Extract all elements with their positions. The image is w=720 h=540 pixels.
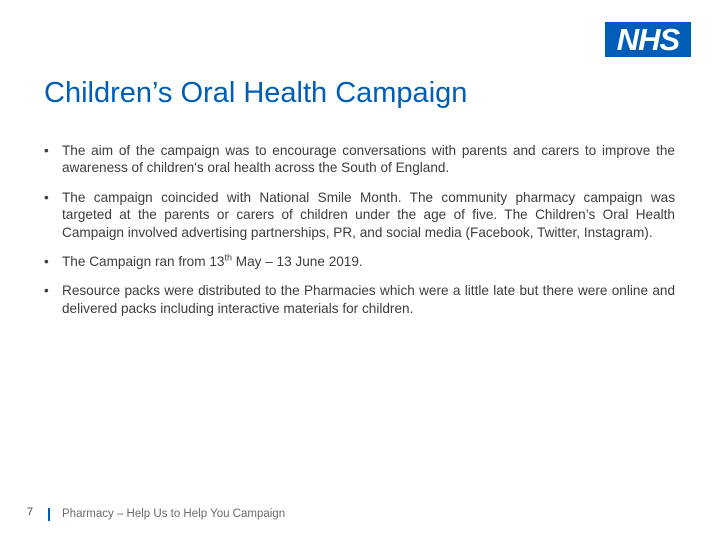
ordinal-suffix: th <box>224 252 232 263</box>
footer-divider <box>48 508 50 521</box>
bullet-item: • The campaign coincided with National Smile Month. The community pharmacy campaign was targeted at the parents or carers of children under the age of five. The Children’s Oral Health Campaign involved advertising partnerships, PR, and social media (Facebook, Twitter, Instagram). <box>44 189 675 241</box>
bullet-list <box>44 142 675 329</box>
nhs-logo: NHS <box>605 22 691 57</box>
footer-caption: Pharmacy – Help Us to Help You Campaign <box>62 508 286 520</box>
slide-footer <box>0 504 720 524</box>
bullet-text-start: The Campaign ran from 13 <box>62 254 225 270</box>
bullet-item: • The aim of the campaign was to encourage conversations with parents and carers to improve the awareness of children's oral health across the South of England. <box>44 142 675 177</box>
page-number: 7 <box>27 506 34 518</box>
bullet-item <box>44 253 675 270</box>
bullet-text-end: May – 13 June 2019. <box>231 254 363 270</box>
bullet-item: • Resource packs were distributed to the Pharmacies which were a little late but there were online and delivered packs including interactive materials for children. <box>44 282 675 317</box>
slide-title: Children’s Oral Health Campaign <box>44 77 468 109</box>
